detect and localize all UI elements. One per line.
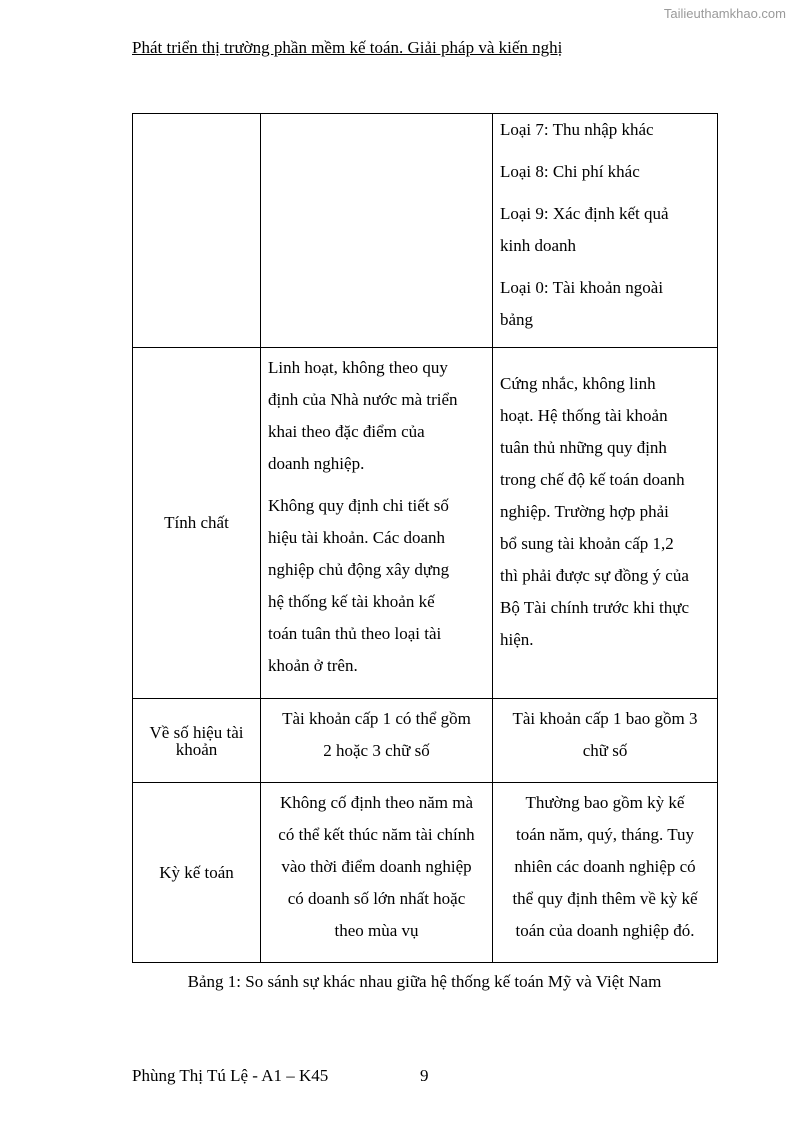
paragraph xyxy=(500,368,711,656)
row-label-cell xyxy=(133,348,261,699)
text-line: thể quy định thêm về kỳ kế xyxy=(512,889,698,908)
text-line: Cứng nhắc, không linh xyxy=(500,374,656,393)
text-line: tuân thủ những quy định xyxy=(500,438,667,457)
text-line: nghiệp. Trường hợp phải xyxy=(500,502,669,521)
list-item xyxy=(500,198,711,262)
paragraph xyxy=(268,352,486,480)
text-line: Loại 0: Tài khoản ngoài xyxy=(500,278,664,297)
text-line: Loại 9: Xác định kết quả xyxy=(500,204,669,223)
text-line: khai theo đặc điểm của xyxy=(268,422,425,441)
text-line: theo mùa vụ xyxy=(334,921,419,940)
text-line: toán của doanh nghiệp đó. xyxy=(515,921,695,940)
table-cell xyxy=(493,783,718,963)
table-cell-empty xyxy=(261,114,493,348)
row-label-cell xyxy=(133,783,261,963)
text-line: thì phải được sự đồng ý của xyxy=(500,566,689,585)
table-cell-empty xyxy=(133,114,261,348)
table-cell xyxy=(261,783,493,963)
text-line: Bộ Tài chính trước khi thực xyxy=(500,598,690,617)
table-cell xyxy=(493,348,718,699)
text-line: có doanh số lớn nhất hoặc xyxy=(287,889,466,908)
row-label-cell xyxy=(133,699,261,783)
page-number: 9 xyxy=(420,1066,429,1085)
text-line: hệ thống kế tài khoản kế xyxy=(268,592,435,611)
text-line: có thể kết thúc năm tài chính xyxy=(278,825,475,844)
table-cell xyxy=(261,348,493,699)
text-line: hoạt. Hệ thống tài khoản xyxy=(500,406,668,425)
page-header: Phát triển thị trường phần mềm kế toán. Giải pháp và kiến nghị xyxy=(132,38,563,57)
table-row xyxy=(133,783,718,963)
row-label: Tính chất xyxy=(164,513,229,532)
row-label: Kỳ kế toán xyxy=(159,862,234,882)
text-line: hiệu tài khoản. Các doanh xyxy=(268,528,446,547)
list-item: Loại 8: Chi phí khác xyxy=(500,162,640,181)
table-row xyxy=(133,699,718,783)
text-line: doanh nghiệp. xyxy=(268,454,365,473)
text-line: Về số hiệu tài xyxy=(149,722,244,742)
text-line: toán tuân thủ theo loại tài xyxy=(268,624,442,643)
text-line: toán năm, quý, tháng. Tuy xyxy=(515,825,695,844)
footer-author: Phùng Thị Tú Lệ - A1 – K45 xyxy=(132,1066,329,1085)
text-line: Không quy định chi tiết số xyxy=(268,496,449,515)
text-line: chữ số xyxy=(582,741,628,760)
text-line: 2 hoặc 3 chữ số xyxy=(323,741,430,760)
text-line: Linh hoạt, không theo quy xyxy=(268,358,448,377)
watermark: Tailieuthamkhao.com xyxy=(663,6,786,21)
text-line: trong chế độ kế toán doanh xyxy=(500,470,685,489)
text-line: khoản xyxy=(175,739,218,759)
text-line: hiện. xyxy=(500,630,534,649)
text-line: Thường bao gồm kỳ kế xyxy=(525,793,685,812)
table-row xyxy=(133,114,718,348)
text-line: khoản ở trên. xyxy=(268,656,358,675)
comparison-table xyxy=(132,113,718,963)
table-cell xyxy=(493,114,718,348)
text-line: Tài khoản cấp 1 bao gồm 3 xyxy=(512,709,698,728)
text-line: bổ sung tài khoản cấp 1,2 xyxy=(500,534,674,553)
table-cell xyxy=(261,699,493,783)
text-line: Tài khoản cấp 1 có thể gồm xyxy=(282,709,471,728)
text-line: Không cố định theo năm mà xyxy=(279,793,474,812)
list-item: Loại 7: Thu nhập khác xyxy=(500,120,654,139)
table-row xyxy=(133,348,718,699)
text-line: nghiệp chủ động xây dựng xyxy=(268,560,450,579)
row-label xyxy=(133,724,260,758)
table-cell xyxy=(493,699,718,783)
text-line: nhiên các doanh nghiệp có xyxy=(514,857,696,876)
paragraph xyxy=(268,490,486,682)
text-line: vào thời điểm doanh nghiệp xyxy=(281,857,472,876)
list-item xyxy=(500,272,711,336)
table-caption: Bảng 1: So sánh sự khác nhau giữa hệ thống kế toán Mỹ và Việt Nam xyxy=(187,972,662,991)
text-line: kinh doanh xyxy=(500,236,577,255)
text-line: bảng xyxy=(500,310,534,329)
text-line: định của Nhà nước mà triển xyxy=(268,390,458,409)
